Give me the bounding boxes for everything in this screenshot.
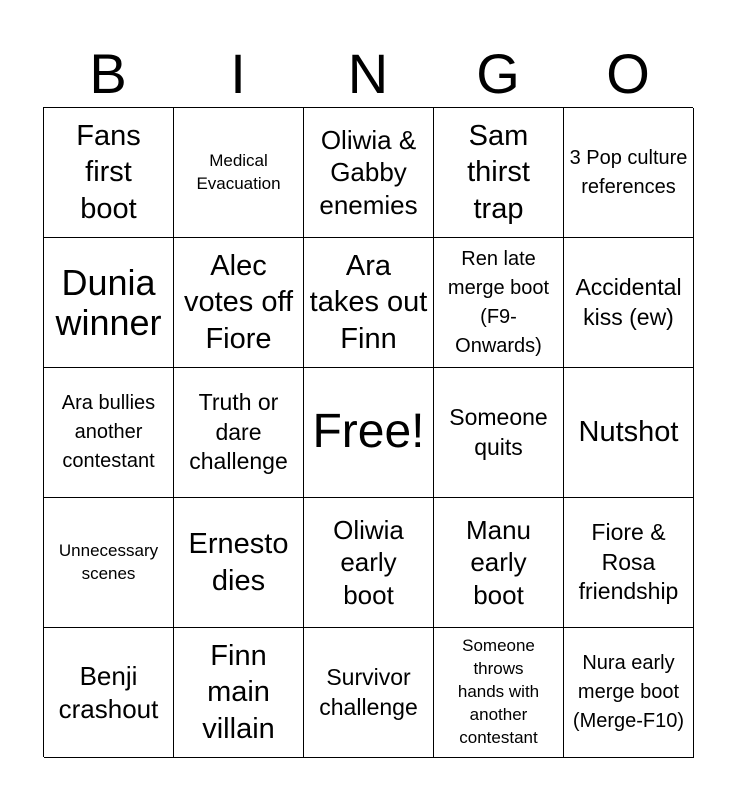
cell-text: Ernesto dies [188,528,289,597]
bingo-cell[interactable] [174,628,304,758]
bingo-cell[interactable] [564,368,694,498]
bingo-cell[interactable] [174,108,304,238]
bingo-cell[interactable] [304,238,434,368]
cell-text: Survivor challenge [319,663,418,720]
bingo-cell-free[interactable] [304,368,434,498]
bingo-cell[interactable] [304,108,434,238]
bingo-cell[interactable] [44,238,174,368]
cell-text: Ara takes out Finn [309,250,428,355]
bingo-cell[interactable] [174,238,304,368]
cell-text: Nura early merge boot (Merge-F10) [572,652,685,732]
cell-text: Fans first boot [76,120,141,225]
header-letter-o: O [606,42,650,105]
cell-text: Someone throws hands with another contestant [457,636,540,747]
cell-text: Dunia winner [55,261,162,343]
cell-text: Nutshot [578,416,679,449]
bingo-grid [43,107,693,757]
cell-text: Free! [312,405,425,459]
header-letter-g: G [476,42,520,105]
bingo-cell[interactable] [434,498,564,628]
cell-text: Ara bullies another contestant [61,392,156,472]
bingo-cell[interactable] [564,628,694,758]
cell-text: Ren late merge boot (F9-Onwards) [447,247,550,357]
cell-text: Sam thirst trap [467,120,530,225]
header-letter-i: I [230,42,246,105]
cell-text: Medical Evacuation [196,150,281,193]
bingo-cell[interactable] [434,368,564,498]
cell-text: Manu early boot [465,514,532,610]
bingo-cell[interactable] [434,628,564,758]
header-letter-b: B [89,42,127,105]
bingo-cell[interactable] [434,108,564,238]
cell-text: Oliwia & Gabby enemies [319,124,418,220]
cell-text: Benji crashout [58,661,159,724]
cell-text: Unnecessary scenes [58,540,159,583]
bingo-cell[interactable] [434,238,564,368]
bingo-cell[interactable] [174,368,304,498]
cell-text: Someone quits [449,403,548,460]
header-letter-n: N [347,42,389,105]
bingo-cell[interactable] [44,368,174,498]
cell-text: 3 Pop culture references [569,146,688,198]
bingo-cell[interactable] [44,498,174,628]
bingo-cell[interactable] [564,108,694,238]
cell-text: Finn main villain [202,640,275,745]
cell-text: Alec votes off Fiore [183,250,294,355]
bingo-cell[interactable] [304,628,434,758]
cell-text: Accidental kiss (ew) [575,273,682,330]
cell-text: Truth or dare challenge [189,388,288,475]
bingo-cell[interactable] [174,498,304,628]
bingo-cell[interactable] [44,628,174,758]
bingo-cell[interactable] [44,108,174,238]
cell-text: Oliwia early boot [333,514,404,610]
bingo-cell[interactable] [304,498,434,628]
bingo-cell[interactable] [564,238,694,368]
bingo-cell[interactable] [564,498,694,628]
cell-text: Fiore & Rosa friendship [578,518,679,605]
bingo-header [43,40,693,108]
